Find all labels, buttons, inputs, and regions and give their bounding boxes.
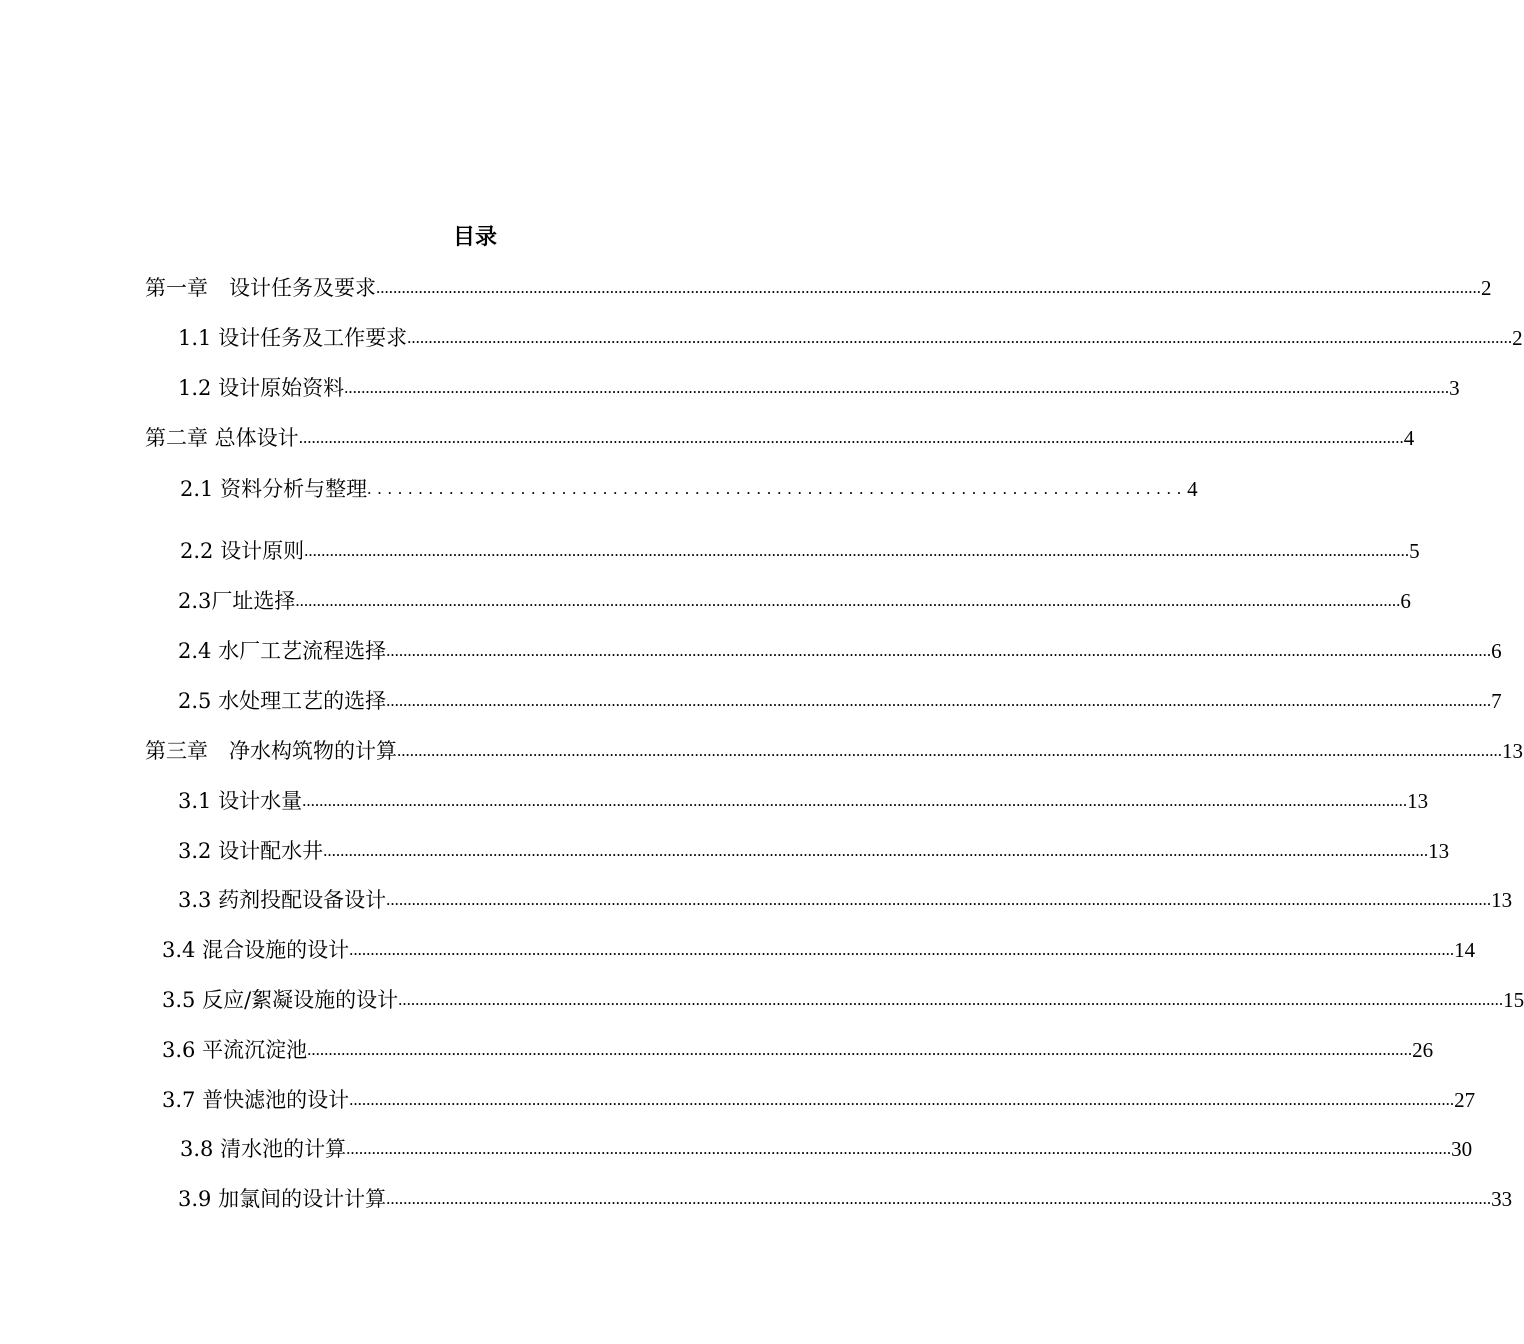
toc-entry-page: 3 xyxy=(1449,376,1460,400)
toc-entry-page: 15 xyxy=(1503,988,1524,1012)
dot-leader: .................................................................................................................................................................................................................................................................... xyxy=(386,641,1492,660)
dot-leader: .................................................................................................................................................................................................................................................................... xyxy=(386,1189,1492,1208)
toc-entry-label: 1.1 设计任务及工作要求 xyxy=(178,326,408,350)
toc-entry-page: 27 xyxy=(1454,1088,1476,1112)
toc-entry[interactable] xyxy=(162,983,1524,1013)
dot-leader: .................................................................................................................................................................................................................................................................... xyxy=(323,841,1429,860)
dot-leader: .................................................................................................................................................................................................................................................................... xyxy=(344,378,1450,397)
dot-leader: ................................................................................ xyxy=(367,479,1188,498)
dot-leader: .................................................................................................................................................................................................................................................................... xyxy=(304,541,1410,560)
toc-entry[interactable] xyxy=(178,1182,1513,1212)
toc-entry-page: 33 xyxy=(1491,1187,1513,1211)
toc-entry-label: 3.8 清水池的计算 xyxy=(180,1137,347,1161)
toc-entry-page: 14 xyxy=(1454,938,1476,962)
toc-entry-page: 13 xyxy=(1428,839,1450,863)
toc-entry-label: 第一章 设计任务及要求 xyxy=(145,276,376,300)
toc-entry-label: 3.1 设计水量 xyxy=(178,789,303,813)
toc-entry-page: 6 xyxy=(1491,639,1502,663)
toc-entry-label: 2.3厂址选择 xyxy=(178,589,296,613)
toc-entry-label: 第二章 总体设计 xyxy=(145,426,299,450)
dot-leader: .................................................................................................................................................................................................................................................................... xyxy=(407,328,1513,347)
toc-entry[interactable] xyxy=(145,271,1492,301)
toc-entry[interactable] xyxy=(145,421,1415,451)
dot-leader: .................................................................................................................................................................................................................................................................... xyxy=(307,1040,1413,1059)
toc-entry-page: 6 xyxy=(1400,589,1411,613)
dot-leader: .................................................................................................................................................................................................................................................................... xyxy=(397,741,1502,760)
toc-entry-label: 3.2 设计配水井 xyxy=(178,839,324,863)
toc-entry[interactable] xyxy=(178,321,1523,351)
toc-entry-page: 30 xyxy=(1451,1137,1473,1161)
dot-leader: .................................................................................................................................................................................................................................................................... xyxy=(349,940,1455,959)
toc-entry-label: 3.6 平流沉淀池 xyxy=(162,1038,308,1062)
toc-entry[interactable] xyxy=(178,634,1502,664)
toc-entry-page: 7 xyxy=(1491,689,1502,713)
toc-entry[interactable] xyxy=(178,371,1460,401)
toc-entry[interactable] xyxy=(162,933,1476,963)
toc-title: 目录 xyxy=(452,225,497,250)
dot-leader: .................................................................................................................................................................................................................................................................... xyxy=(302,791,1408,810)
toc-entry[interactable] xyxy=(178,584,1411,614)
dot-leader: .................................................................................................................................................................................................................................................................... xyxy=(398,990,1504,1009)
toc-entry-label: 2.5 水处理工艺的选择 xyxy=(178,689,387,713)
toc-entry-page: 5 xyxy=(1409,539,1420,563)
toc-entry-label: 3.3 药剂投配设备设计 xyxy=(178,888,387,912)
toc-entry[interactable] xyxy=(178,883,1513,913)
toc-entry[interactable] xyxy=(178,834,1450,864)
toc-entry-page: 4 xyxy=(1187,477,1198,501)
toc-entry[interactable] xyxy=(178,784,1429,814)
toc-entry-label: 第三章 净水构筑物的计算 xyxy=(145,739,397,763)
toc-entry[interactable] xyxy=(180,1132,1473,1162)
dot-leader: .................................................................................................................................................................................................................................................................... xyxy=(298,428,1404,447)
dot-leader: .................................................................................................................................................................................................................................................................... xyxy=(349,1090,1455,1109)
toc-entry[interactable] xyxy=(180,472,1198,502)
toc-entry-page: 13 xyxy=(1407,789,1429,813)
dot-leader: .................................................................................................................................................................................................................................................................... xyxy=(386,691,1492,710)
toc-entry-page: 4 xyxy=(1403,426,1415,450)
dot-leader: .................................................................................................................................................................................................................................................................... xyxy=(376,278,1481,297)
toc-entry-page: 2 xyxy=(1512,326,1523,350)
toc-entry-label: 1.2 设计原始资料 xyxy=(178,376,345,400)
toc-entry[interactable] xyxy=(178,684,1502,714)
toc-entry[interactable] xyxy=(162,1083,1476,1113)
toc-entry-label: 2.4 水厂工艺流程选择 xyxy=(178,639,387,663)
toc-entry-label: 2.1 资料分析与整理 xyxy=(180,477,368,501)
toc-entry-label: 3.4 混合设施的设计 xyxy=(162,938,350,962)
dot-leader: .................................................................................................................................................................................................................................................................... xyxy=(346,1139,1452,1158)
dot-leader: .................................................................................................................................................................................................................................................................... xyxy=(386,890,1492,909)
toc-entry[interactable] xyxy=(145,734,1523,764)
toc-entry-label: 3.9 加氯间的设计计算 xyxy=(178,1187,387,1211)
toc-entry-page: 13 xyxy=(1491,888,1513,912)
toc-entry-page: 26 xyxy=(1412,1038,1434,1062)
toc-entry[interactable] xyxy=(180,534,1420,564)
dot-leader: .................................................................................................................................................................................................................................................................... xyxy=(295,591,1401,610)
toc-entry-page: 2 xyxy=(1481,276,1492,300)
toc-entry-label: 3.7 普快滤池的设计 xyxy=(162,1088,350,1112)
toc-entry-label: 3.5 反应/絮凝设施的设计 xyxy=(162,988,399,1012)
toc-entry-label: 2.2 设计原则 xyxy=(180,539,305,563)
toc-entry-page: 13 xyxy=(1502,739,1523,763)
toc-entry[interactable] xyxy=(162,1033,1434,1063)
